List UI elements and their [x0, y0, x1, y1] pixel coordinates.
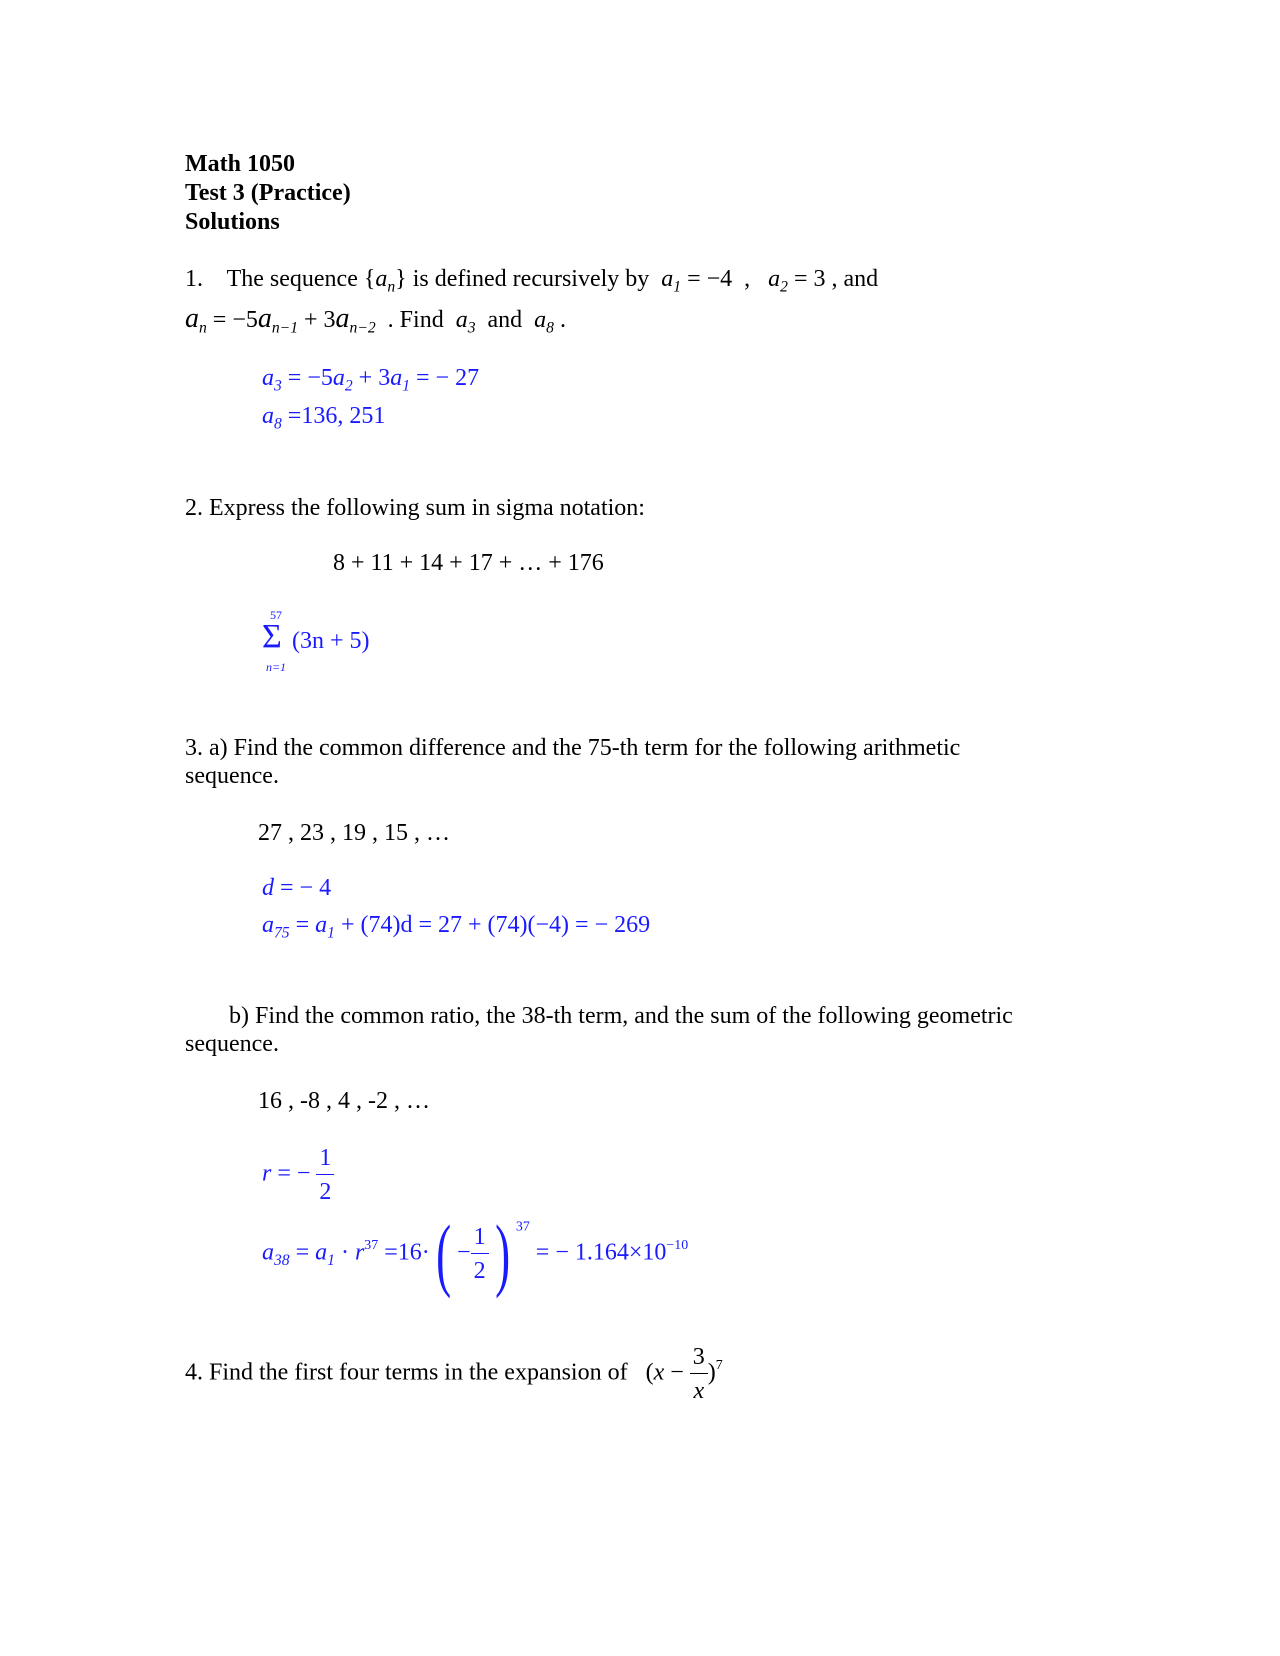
a38-ratio-fraction: $\frac{1}{2}$	[471, 1225, 489, 1283]
question-3b-prompt-line-1: b) Find the common ratio, the 38-th term, and the sum of the following geometric	[229, 1003, 1013, 1029]
question-2-prompt: 2. Express the following sum in sigma notation:	[185, 495, 645, 521]
question-3b-sequence: 16 , -8 , 4 , -2 , …	[258, 1088, 430, 1114]
question-1-line-2: $a_n = -5a_{n-1} + 3a_{n-2}$ . Find $a_3$ and $a_8$ .	[185, 303, 566, 337]
sigma-lower-limit: n=1	[265, 660, 287, 674]
answer-a38: $a_{38} = a_1 \cdot r^{37} =16\cdot$( − $\frac{1}{2}$ ) $^{37}$ = − $1.164\times 10^{-10}$	[262, 1208, 689, 1299]
test-title: Test 3 (Practice)	[185, 180, 351, 206]
question-3a-sequence: 27 , 23 , 19 , 15 , …	[258, 820, 450, 846]
ratio-fraction: $\frac{1}{2}$	[316, 1146, 334, 1204]
answer-a8: $a_8 =136$, 251	[262, 403, 386, 433]
sigma-upper-limit: 57	[270, 608, 282, 622]
expansion-fraction: $\frac{3}{x}$	[690, 1345, 708, 1403]
question-1-line-1: 1. The sequence $\{a_n\}$ is defined recursively by $a_1 = -4$ , $a_2 = 3$ , and	[185, 266, 879, 296]
course-title: Math 1050	[185, 151, 295, 177]
question-1-number: 1.	[185, 266, 203, 292]
question-3a-prompt-line-1: 3. a) Find the common difference and the 75-th term for the following arithmetic	[185, 735, 961, 761]
sigma-expression: (3n + 5)	[292, 628, 370, 654]
question-3a-prompt-line-2: sequence.	[185, 763, 279, 789]
question-4-prompt: 4. Find the first four terms in the expansion of	[185, 1359, 628, 1386]
answer-common-ratio: r = − $\frac{1}{2}$	[262, 1146, 334, 1204]
solutions-heading: Solutions	[185, 209, 280, 235]
question-4: 4. Find the first four terms in the expansion of (x − $\frac{3}{x}$ )$^7$	[185, 1344, 723, 1404]
answer-a3: $a_3 = -5a_2 + 3a_1$ = − 27	[262, 365, 480, 395]
answer-a75: $a_{75} = a_1 + (74)d = 27 + (74)(-4)$ = − 269	[262, 912, 651, 942]
sigma-icon: Σ	[262, 618, 282, 655]
question-2-series: 8 + 11 + 14 + 17 + … + 176	[333, 550, 604, 576]
question-3b-prompt-line-2: sequence.	[185, 1031, 279, 1057]
answer-common-difference: d = − 4	[262, 875, 332, 901]
